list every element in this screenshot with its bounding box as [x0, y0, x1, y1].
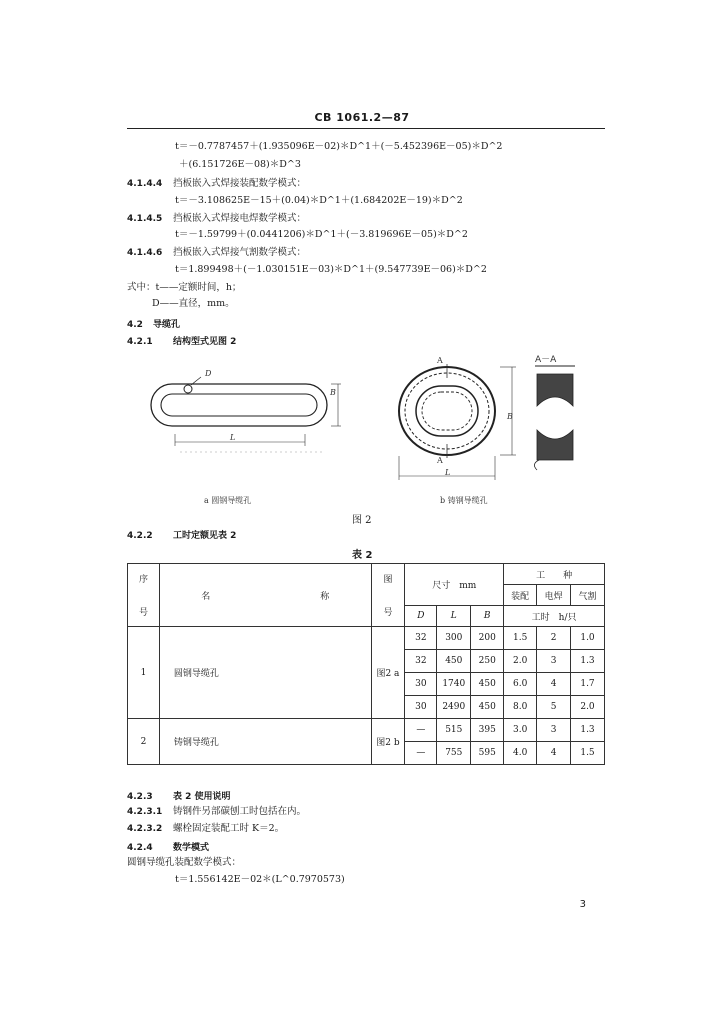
- section-number: 4.1.4.5: [127, 214, 163, 224]
- cell-b: 200: [471, 627, 504, 650]
- section-title: 挡板嵌入式焊接装配数学模式：: [173, 178, 307, 189]
- math-formula: t＝1.556142E－02＊(L^0.7970573): [175, 874, 345, 885]
- work-hours-table: [127, 563, 605, 765]
- cell-cut: 1.5: [571, 742, 605, 765]
- label-l-a: L: [230, 433, 236, 442]
- cell-d: —: [405, 742, 437, 765]
- fig-cell: 图2 b: [371, 719, 405, 765]
- section-4-2-3-1: [127, 806, 306, 818]
- section-4-2-3-2: [127, 823, 284, 835]
- section-4-1-4-5: [127, 213, 306, 225]
- name-cell: 圆钢导缆孔: [159, 627, 371, 719]
- section-4-2-4: [127, 840, 209, 853]
- formula-line-2: ＋(6.151726E－08)＊D^3: [179, 159, 301, 170]
- name-cell: 铸钢导缆孔: [159, 719, 371, 765]
- section-title: 挡板嵌入式焊接气割数学模式：: [173, 247, 307, 258]
- table-title: 表 2: [352, 550, 373, 561]
- cell-assy: 6.0: [504, 673, 537, 696]
- section-number: 4.2.4: [127, 843, 153, 853]
- cell-assy: 8.0: [504, 696, 537, 719]
- header-work: 工 种: [504, 564, 605, 585]
- figure-title: 图 2: [352, 515, 372, 526]
- label-b-a: B: [330, 388, 336, 397]
- cell-l: 1740: [437, 673, 471, 696]
- cell-l: 300: [437, 627, 471, 650]
- header-rule: [127, 128, 605, 129]
- cell-cut: 1.3: [571, 650, 605, 673]
- label-d: D: [205, 369, 212, 378]
- cell-l: 450: [437, 650, 471, 673]
- header-d: D: [405, 606, 437, 627]
- formula-line-1: t＝－0.7787457＋(1.935096E－02)＊D^1＋(－5.452396E－05)＊D^2: [175, 141, 503, 152]
- cell-d: 30: [405, 673, 437, 696]
- formula-4-1-4-6: t＝1.899498＋(－1.030151E－03)＊D^1＋(9.547739E－06)＊D^2: [175, 264, 487, 275]
- table-row: [128, 627, 605, 650]
- page-number: 3: [579, 899, 586, 910]
- caption-a: a 圆钢导缆孔: [204, 496, 252, 505]
- section-number: 4.2: [127, 320, 143, 330]
- section-4-2-2: [127, 528, 236, 541]
- cell-b: 250: [471, 650, 504, 673]
- section-title: 数学模式: [173, 843, 210, 853]
- header-seq: 序 号: [128, 564, 160, 627]
- section-number: 4.2.2: [127, 531, 153, 541]
- header-l: L: [437, 606, 471, 627]
- section-title: 结构型式见图 2: [173, 337, 237, 347]
- cell-d: 32: [405, 650, 437, 673]
- section-title: 表 2 使用说明: [173, 792, 231, 802]
- cell-b: 450: [471, 696, 504, 719]
- section-label: A－A: [535, 355, 557, 365]
- section-4-1-4-4: [127, 178, 306, 190]
- caption-b: b 铸钢导缆孔: [440, 496, 488, 505]
- cell-b: 395: [471, 719, 504, 742]
- section-4-2-1: [127, 334, 236, 347]
- cell-d: 30: [405, 696, 437, 719]
- seq-cell: 1: [128, 627, 160, 719]
- cell-weld: 5: [537, 696, 571, 719]
- label-a-bottom: A: [437, 456, 443, 465]
- cell-l: 755: [437, 742, 471, 765]
- cell-weld: 2: [537, 627, 571, 650]
- section-number: 4.1.4.4: [127, 179, 163, 189]
- section-text: 铸钢件另部碳刨工时包括在内。: [173, 806, 307, 817]
- cell-l: 515: [437, 719, 471, 742]
- section-number: 4.2.3.2: [127, 824, 163, 834]
- section-number: 4.2.1: [127, 337, 153, 347]
- seq-cell: 2: [128, 719, 160, 765]
- header-b: B: [471, 606, 504, 627]
- cell-assy: 2.0: [504, 650, 537, 673]
- cell-assy: 3.0: [504, 719, 537, 742]
- label-l-b: L: [445, 468, 451, 477]
- header-dim: 尺寸 mm: [405, 564, 504, 606]
- cell-d: —: [405, 719, 437, 742]
- figure-b-drawing: [392, 356, 522, 486]
- header-cut: 气割: [571, 585, 605, 606]
- cell-assy: 4.0: [504, 742, 537, 765]
- cell-l: 2490: [437, 696, 471, 719]
- cell-weld: 3: [537, 719, 571, 742]
- section-number: 4.2.3.1: [127, 807, 163, 817]
- cell-cut: 1.0: [571, 627, 605, 650]
- cell-d: 32: [405, 627, 437, 650]
- section-4-1-4-6: [127, 247, 306, 259]
- cell-weld: 4: [537, 673, 571, 696]
- section-4-2-3: [127, 789, 231, 802]
- table-row: [128, 719, 605, 742]
- cell-cut: 2.0: [571, 696, 605, 719]
- cell-weld: 4: [537, 742, 571, 765]
- section-title: 工时定额见表 2: [173, 531, 237, 541]
- section-title: 导缆孔: [153, 320, 181, 330]
- cell-cut: 1.3: [571, 719, 605, 742]
- legend-line-1: 式中：t——定额时间，h；: [127, 282, 242, 293]
- section-number: 4.1.4.6: [127, 248, 163, 258]
- section-4-2: [127, 317, 180, 330]
- cell-assy: 1.5: [504, 627, 537, 650]
- cell-cut: 1.7: [571, 673, 605, 696]
- header-weld: 电焊: [537, 585, 571, 606]
- header-hours: 工时 h/只: [504, 606, 605, 627]
- formula-4-1-4-5: t＝－1.59799＋(0.0441206)＊D^1＋(－3.819696E－05)＊D^2: [175, 229, 468, 240]
- cell-b: 450: [471, 673, 504, 696]
- section-title: 挡板嵌入式焊接电焊数学模式：: [173, 213, 307, 224]
- section-text: 螺栓固定装配工时 K＝2。: [173, 823, 285, 834]
- document-code: CB 1061.2—87: [314, 111, 410, 124]
- fig-cell: 图2 a: [371, 627, 405, 719]
- header-name: 名 称: [159, 564, 371, 627]
- legend-line-2: D——直径，mm。: [152, 298, 235, 309]
- cell-weld: 3: [537, 650, 571, 673]
- label-a-top: A: [437, 356, 443, 365]
- math-label: 圆钢导缆孔装配数学模式：: [127, 857, 242, 868]
- formula-4-1-4-4: t＝－3.108625E－15＋(0.04)＊D^1＋(1.684202E－19)＊D^2: [175, 195, 463, 206]
- figure-a-drawing: [145, 362, 345, 472]
- header-assy: 装配: [504, 585, 537, 606]
- header-fig: 图 号: [371, 564, 405, 627]
- section-a-a-drawing: [525, 364, 585, 474]
- section-number: 4.2.3: [127, 792, 153, 802]
- label-b-b: B: [507, 412, 513, 421]
- cell-b: 595: [471, 742, 504, 765]
